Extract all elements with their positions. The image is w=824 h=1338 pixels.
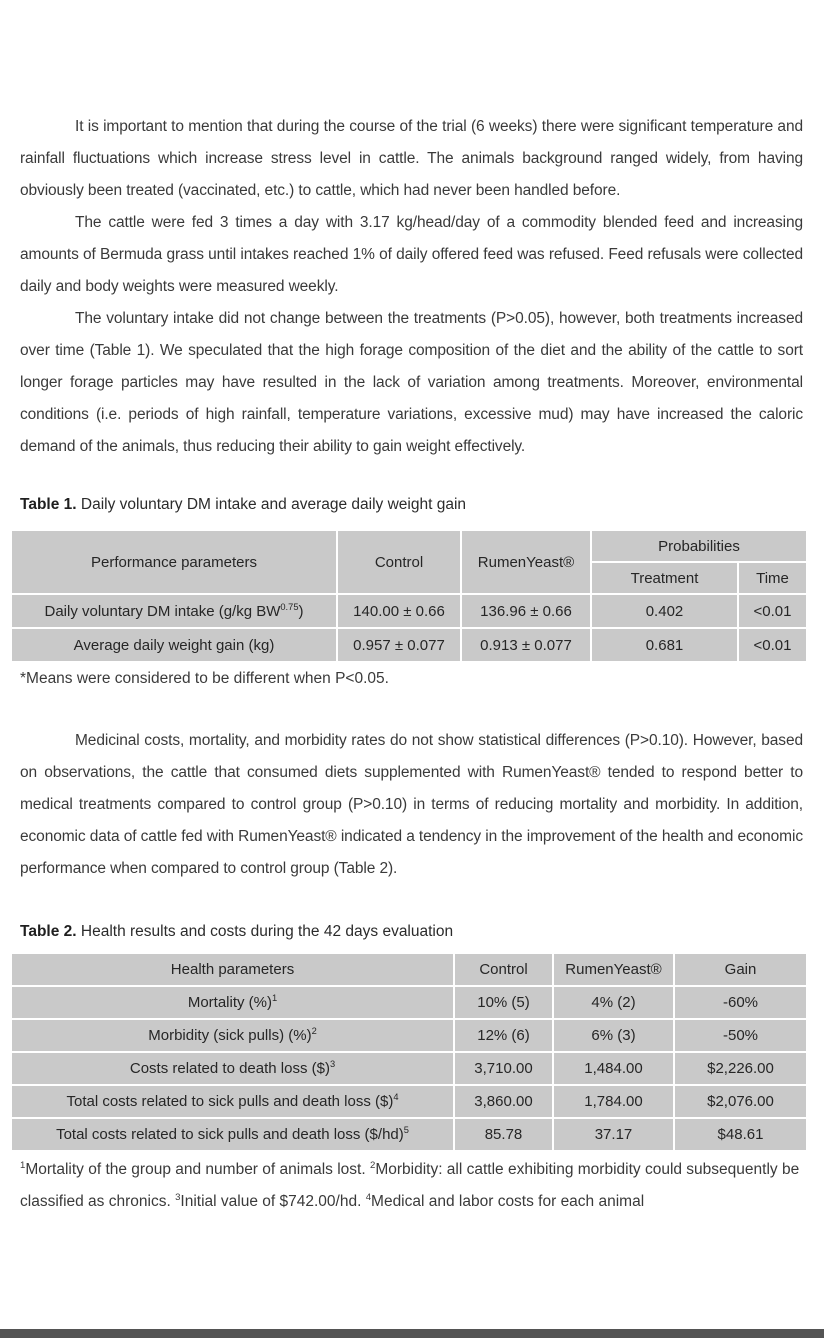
footnote3-text: Initial value of $742.00/hd. <box>180 1193 366 1210</box>
table2-footnotes <box>20 1154 803 1218</box>
table2-health <box>10 952 808 1152</box>
table2-cell-rumenyeast: 4% (2) <box>553 986 674 1019</box>
table1-row-dm-intake <box>11 594 807 628</box>
table2-cell-rumenyeast: 1,484.00 <box>553 1052 674 1085</box>
footnote2-text: Morbidity: all cattle exhibiting morbidity could subsequently be classified as chronics. <box>20 1161 800 1210</box>
table1-cell-time: <0.01 <box>738 628 807 662</box>
paragraph-feeding: The cattle were fed 3 times a day with 3.17 kg/head/day of a commodity blended feed and increasing amounts of Bermuda grass until intakes reached 1% of daily offered feed was refused. Feed refusals were collected daily and body weights were measured weekly. <box>20 214 803 295</box>
param-superscript: 3 <box>329 1059 336 1069</box>
table1-cell-control: 140.00 ± 0.66 <box>337 594 461 628</box>
table2-caption-text: Health results and costs during the 42 days evaluation <box>76 923 454 940</box>
param-text: Total costs related to sick pulls and death loss ($/hd) <box>56 1126 404 1143</box>
param-superscript: 2 <box>311 1026 317 1036</box>
table2-cell-gain: -50% <box>674 1019 807 1052</box>
table1-performance <box>10 529 808 663</box>
table1-caption-text: Daily voluntary DM intake and average daily weight gain <box>76 496 467 513</box>
table2-header-gain: Gain <box>674 953 807 986</box>
table2-cell-control: 12% (6) <box>454 1019 553 1052</box>
table2-caption-label: Table 2. <box>20 923 77 940</box>
footnote1-text: Mortality of the group and number of animals lost. <box>25 1161 370 1178</box>
table2-header-control: Control <box>454 953 553 986</box>
table2-row-mortality <box>11 986 807 1019</box>
param-superscript: 4 <box>393 1092 399 1102</box>
param-superscript: 0.75 <box>280 601 299 612</box>
table2-cell-gain: $2,076.00 <box>674 1085 807 1118</box>
table1-caption <box>20 489 803 521</box>
page-bottom-bar <box>0 1329 824 1338</box>
table1-header-probabilities: Probabilities <box>591 530 807 562</box>
table2-cell-rumenyeast: 1,784.00 <box>553 1085 674 1118</box>
paragraph-medicinal-costs: Medicinal costs, mortality, and morbidity rates do not show statistical differences (P>0.10). However, based on observations, the cattle that consumed diets supplemented with RumenYeast® tended to respond better to medical treatments compared to control group (P>0.10) in terms of reducing mortality and morbidity. In addition, economic data of cattle fed with RumenYeast® indicated a tendency in the improvement of the health and economic performance when compared to control group (Table 2). <box>20 732 803 877</box>
table2-cell-param <box>11 1052 454 1085</box>
table2-cell-gain: $48.61 <box>674 1118 807 1151</box>
table2-cell-param <box>11 1019 454 1052</box>
param-superscript: 1 <box>272 993 278 1003</box>
param-text: Total costs related to sick pulls and death loss ($) <box>66 1093 394 1110</box>
table2-cell-control: 3,860.00 <box>454 1085 553 1118</box>
table2-cell-param <box>11 986 454 1019</box>
param-text: Daily voluntary DM intake (g/kg BW <box>44 602 281 620</box>
table1-cell-control: 0.957 ± 0.077 <box>337 628 461 662</box>
table2-row-morbidity <box>11 1019 807 1052</box>
footnote4-superscript: 4 <box>365 1191 372 1203</box>
table1-footnote: *Means were considered to be different when P<0.05. <box>20 670 389 687</box>
footnote3-superscript: 3 <box>175 1191 181 1203</box>
table2-row-death-loss-costs <box>11 1052 807 1085</box>
table1-cell-rumenyeast: 0.913 ± 0.077 <box>461 628 591 662</box>
table2-cell-rumenyeast: 6% (3) <box>553 1019 674 1052</box>
table2-row-total-costs-per-head <box>11 1118 807 1151</box>
param-text: Average daily weight gain (kg) <box>73 636 275 654</box>
table2-cell-gain: $2,226.00 <box>674 1052 807 1085</box>
footnote1-superscript: 1 <box>20 1159 26 1171</box>
table1-cell-rumenyeast: 136.96 ± 0.66 <box>461 594 591 628</box>
table2-cell-param <box>11 1118 454 1151</box>
table2-cell-control: 10% (5) <box>454 986 553 1019</box>
table2-header-rumenyeast: RumenYeast® <box>553 953 674 986</box>
table1-header-performance: Performance parameters <box>11 530 337 594</box>
table2-row-total-costs <box>11 1085 807 1118</box>
table2-cell-rumenyeast: 37.17 <box>553 1118 674 1151</box>
footnote2-superscript: 2 <box>369 1159 376 1171</box>
table2-cell-control: 3,710.00 <box>454 1052 553 1085</box>
table2-cell-control: 85.78 <box>454 1118 553 1151</box>
table1-header-time: Time <box>738 562 807 594</box>
paragraph-voluntary-intake: The voluntary intake did not change between the treatments (P>0.05), however, both treatments increased over time (Table 1). We speculated that the high forage composition of the diet and the ability of the cattle to sort longer forage particles may have resulted in the lack of variation among treatments. Moreover, environmental conditions (i.e. periods of high rainfall, temperature variations, excessive mud) may have increased the caloric demand of the animals, thus reducing their ability to gain weight effectively. <box>20 310 803 455</box>
table2-caption <box>20 916 803 948</box>
param-text-close: ) <box>298 602 304 620</box>
param-superscript: 5 <box>403 1125 409 1135</box>
param-text: Morbidity (sick pulls) (%) <box>148 1027 312 1044</box>
footnote4-text: Medical and labor costs for each animal <box>371 1193 645 1210</box>
table2-cell-gain: -60% <box>674 986 807 1019</box>
table1-row-weight-gain <box>11 628 807 662</box>
param-text: Mortality (%) <box>187 994 272 1011</box>
paragraph-trial-conditions: It is important to mention that during the course of the trial (6 weeks) there were significant temperature and rainfall fluctuations which increase stress level in cattle. The animals background ranged widely, from having obviously been treated (vaccinated, etc.) to cattle, which had never been handled before. <box>20 118 803 199</box>
table1-cell-param <box>11 628 337 662</box>
table1-cell-time: <0.01 <box>738 594 807 628</box>
table2-header-health: Health parameters <box>11 953 454 986</box>
table1-header-row-1 <box>11 530 807 562</box>
param-text: Costs related to death loss ($) <box>129 1060 330 1077</box>
table1-header-rumenyeast: RumenYeast® <box>461 530 591 594</box>
table1-cell-treatment: 0.681 <box>591 628 738 662</box>
table2-cell-param <box>11 1085 454 1118</box>
table1-header-control: Control <box>337 530 461 594</box>
table1-caption-label: Table 1. <box>20 496 77 513</box>
table1-header-treatment: Treatment <box>591 562 738 594</box>
table2-header-row <box>11 953 807 986</box>
table1-cell-treatment: 0.402 <box>591 594 738 628</box>
table1-cell-param <box>11 594 337 628</box>
